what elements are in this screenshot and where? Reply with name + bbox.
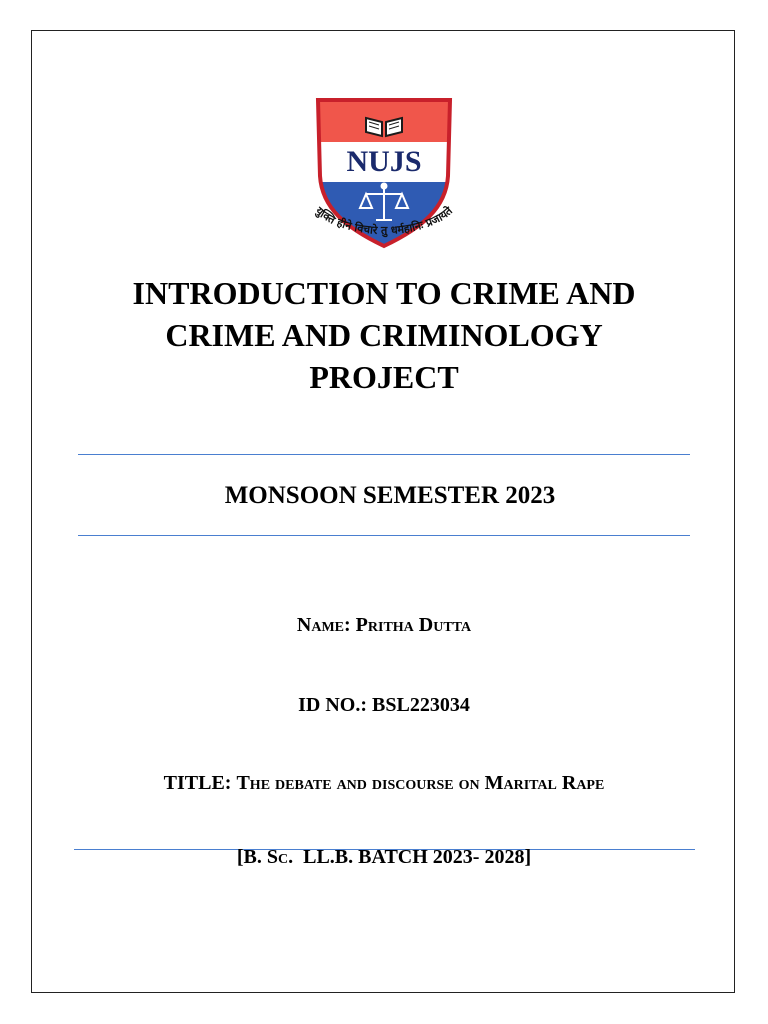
- title-line-2: CRIME AND CRIMINOLOGY: [165, 317, 603, 353]
- divider-top: [78, 454, 690, 455]
- nujs-crest-icon: [284, 96, 484, 256]
- title-line-1: INTRODUCTION TO CRIME AND: [132, 275, 636, 311]
- student-name: [40, 614, 728, 637]
- project-title: [40, 772, 728, 795]
- project-title-value: The debate and discourse on Marital Rape: [236, 772, 605, 794]
- logo-motto: युक्ति हीने विचारे तु धर्महानिः प्रजायते: [312, 204, 456, 238]
- page-title: [60, 272, 708, 398]
- semester-heading: MONSOON SEMESTER 2023: [224, 482, 556, 509]
- logo-text: NUJS: [346, 145, 422, 178]
- batch-degree: Sc.: [266, 846, 294, 868]
- divider-middle: [78, 535, 690, 536]
- id-value: BSL223034: [372, 694, 470, 716]
- name-label: Name:: [296, 614, 351, 636]
- title-line-3: PROJECT: [309, 359, 459, 395]
- id-label: ID NO.:: [298, 694, 368, 716]
- batch-prefix: [B.: [236, 846, 267, 868]
- name-value: Pritha Dutta: [355, 614, 472, 636]
- project-title-label: TITLE:: [163, 772, 232, 794]
- student-id: [40, 694, 728, 717]
- batch-rest: LL.B. BATCH 2023- 2028]: [293, 846, 532, 868]
- batch-info: [40, 846, 728, 869]
